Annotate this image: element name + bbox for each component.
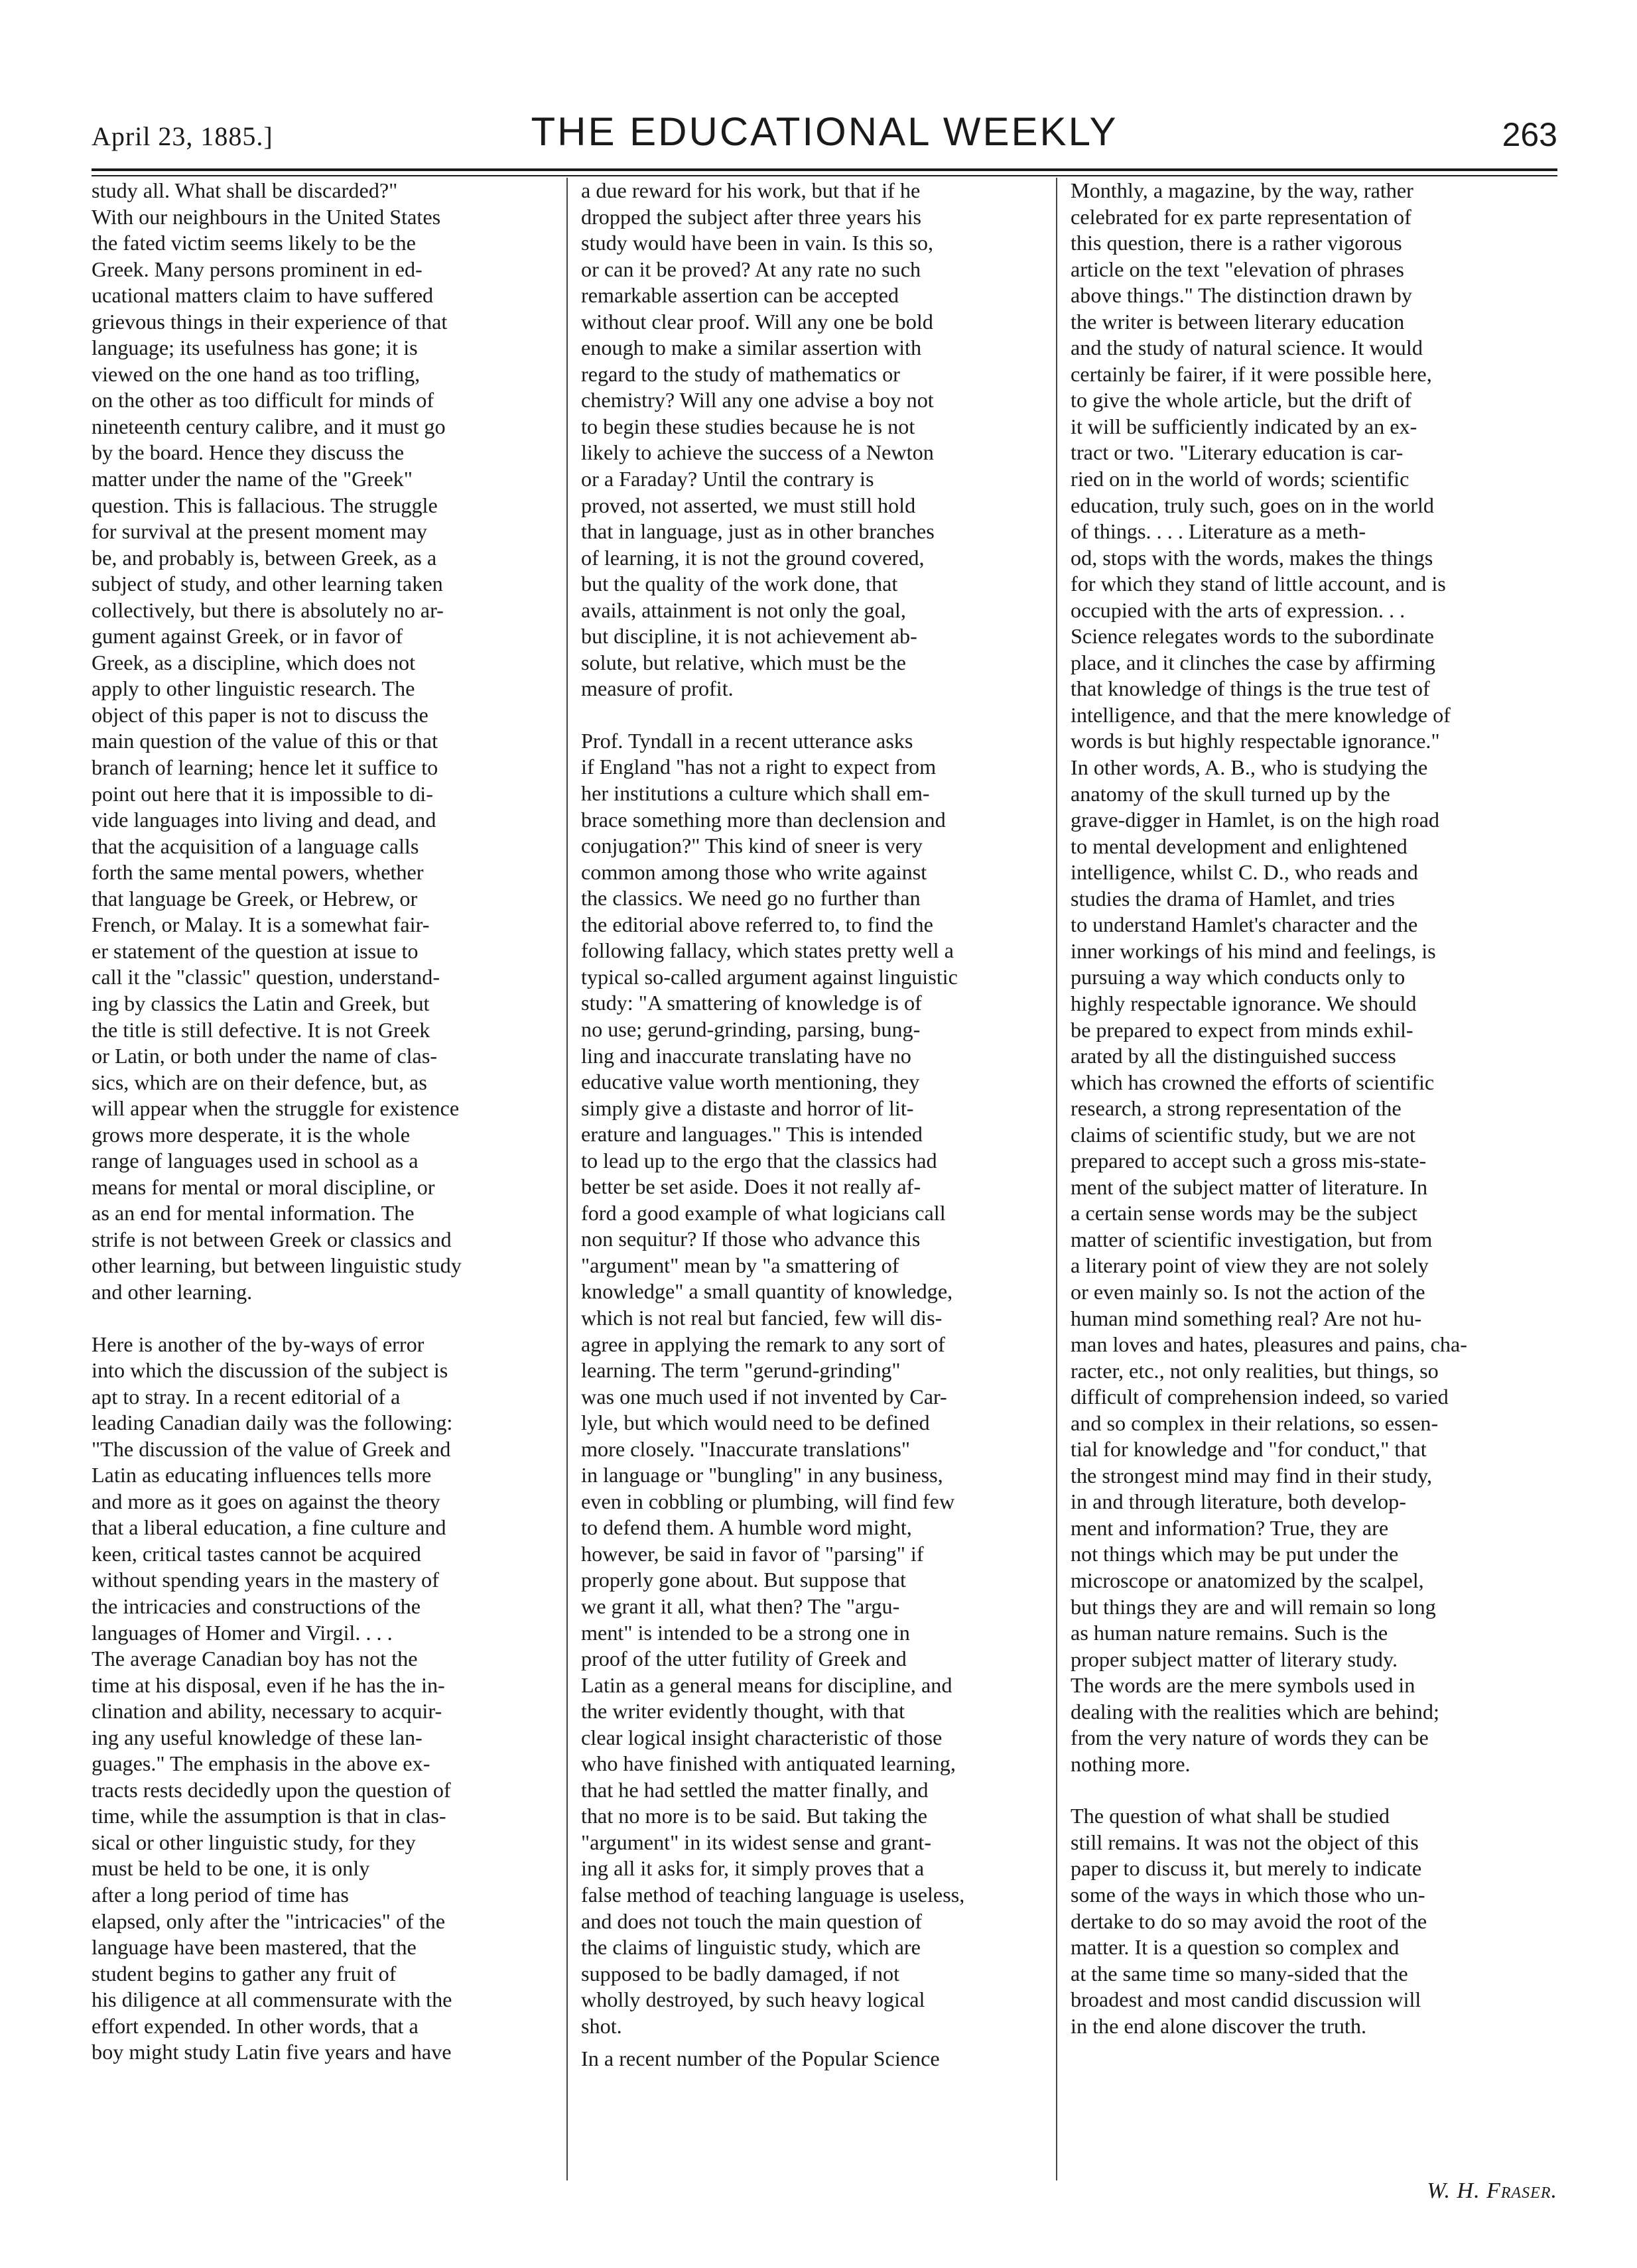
text-line: proof of the utter futility of Greek and: [581, 1647, 907, 1671]
header-rule-thick: [92, 168, 1557, 171]
text-line: to begin these studies because he is not: [581, 414, 915, 438]
text-line: languages of Homer and Virgil. . . .: [92, 1620, 393, 1645]
paragraph-gap: [1071, 1777, 1532, 1803]
page-number: 263: [1502, 116, 1557, 153]
page-header: [92, 106, 1557, 159]
text-line: guages." The emphasis in the above ex-: [92, 1751, 430, 1776]
text-line: to give the whole article, but the drift of: [1071, 388, 1411, 412]
text-line: grave-digger in Hamlet, is on the high road: [1071, 808, 1439, 832]
text-line: the strongest mind may find in their study,: [1071, 1463, 1433, 1487]
text-line: ford a good example of what logicians call: [581, 1200, 946, 1225]
text-line: and other learning.: [92, 1279, 253, 1304]
text-line: still remains. It was not the object of this: [1071, 1830, 1419, 1854]
text-line: knowledge" a small quantity of knowledge,: [581, 1279, 953, 1304]
text-line: simply give a distaste and horror of lit-: [581, 1096, 914, 1120]
text-line: celebrated for ex parte representation of: [1071, 204, 1411, 229]
text-line: even in cobbling or plumbing, will find few: [581, 1489, 955, 1513]
text-line: if England "has not a right to expect from: [581, 755, 937, 779]
text-line: must be held to be one, it is only: [92, 1856, 370, 1881]
text-line: matter under the name of the "Greek": [92, 467, 413, 491]
text-line: French, or Malay. It is a somewhat fair-: [92, 913, 430, 937]
text-line: "argument" in its widest sense and grant-: [581, 1830, 932, 1854]
text-line: range of languages used in school as a: [92, 1149, 419, 1173]
text-line: in the end alone discover the truth.: [1071, 2013, 1367, 2038]
text-line: after a long period of time has: [92, 1883, 349, 1907]
text-line: however, be said in favor of "parsing" if: [581, 1541, 924, 1566]
text-line: words is but highly respectable ignorance.": [1071, 729, 1440, 753]
text-line: gument against Greek, or in favor of: [92, 624, 403, 649]
text-line: following fallacy, which states pretty well a: [581, 938, 954, 963]
text-line: tracts rests decidedly upon the question of: [92, 1777, 451, 1802]
text-line: viewed on the one hand as too trifling,: [92, 361, 421, 386]
text-line: and the study of natural science. It would: [1071, 336, 1423, 360]
text-line: and so complex in their relations, so essen-: [1071, 1411, 1439, 1435]
text-line: properly gone about. But suppose that: [581, 1568, 906, 1592]
text-line: which has crowned the efforts of scientific: [1071, 1070, 1435, 1094]
text-line: proper subject matter of literary study.: [1071, 1647, 1398, 1671]
text-line: into which the discussion of the subject is: [92, 1358, 448, 1383]
text-line: forth the same mental powers, whether: [92, 860, 424, 885]
paragraph: [581, 728, 1043, 2039]
text-line: article on the text "elevation of phrases: [1071, 257, 1404, 281]
text-line: Science relegates words to the subordinate: [1071, 624, 1434, 649]
text-line: a literary point of view they are not solely: [1071, 1253, 1429, 1278]
text-line: for which they stand of little account, and is: [1071, 572, 1446, 596]
text-line: better be set aside. Does it not really af-: [581, 1174, 921, 1199]
text-line: solute, but relative, which must be the: [581, 650, 906, 674]
text-line: that in language, just as in other branches: [581, 519, 935, 544]
text-line: difficult of comprehension indeed, so varied: [1071, 1385, 1449, 1409]
text-line: nothing more.: [1071, 1751, 1191, 1776]
text-line: in language or "bungling" in any business,: [581, 1463, 943, 1487]
text-line: highly respectable ignorance. We should: [1071, 991, 1417, 1015]
text-line: as an end for mental information. The: [92, 1201, 415, 1226]
text-line: ing any useful knowledge of these lan-: [92, 1725, 423, 1749]
text-line: it will be sufficiently indicated by an ex-: [1071, 414, 1417, 438]
text-line: from the very nature of words they can be: [1071, 1726, 1429, 1750]
text-line: subject of study, and other learning taken: [92, 572, 443, 596]
text-line: agree in applying the remark to any sort of: [581, 1332, 945, 1356]
text-line: arated by all the distinguished success: [1071, 1044, 1396, 1068]
text-line: and does not touch the main question of: [581, 1909, 923, 1933]
text-line: matter. It is a question so complex and: [1071, 1935, 1400, 1960]
text-line: broadest and most candid discussion will: [1071, 1987, 1421, 2012]
text-line: conjugation?" This kind of sneer is very: [581, 834, 923, 858]
text-line: his diligence at all commensurate with the: [92, 1987, 452, 2012]
text-line: the fated victim seems likely to be the: [92, 231, 416, 255]
text-line: grows more desperate, it is the whole: [92, 1122, 410, 1147]
text-line: that language be Greek, or Hebrew, or: [92, 886, 418, 911]
text-line: ment" is intended to be a strong one in: [581, 1620, 910, 1645]
text-line: certainly be fairer, if it were possible here,: [1071, 361, 1432, 386]
paragraph: [1071, 178, 1532, 1777]
text-line: that he had settled the matter finally, and: [581, 1777, 929, 1802]
text-line: her institutions a culture which shall em-: [581, 781, 930, 806]
text-line: or a Faraday? Until the contrary is: [581, 467, 874, 491]
text-line: measure of profit.: [581, 676, 734, 701]
text-line: sical or other linguistic study, for they: [92, 1830, 416, 1854]
text-line: without clear proof. Will any one be bold: [581, 309, 933, 334]
text-line: leading Canadian daily was the following:: [92, 1411, 453, 1435]
text-line: dertake to do so may avoid the root of the: [1071, 1909, 1427, 1933]
text-line: no use; gerund-grinding, parsing, bung-: [581, 1017, 921, 1041]
text-line: that a liberal education, a fine culture and: [92, 1515, 446, 1540]
text-column-2: [581, 178, 1043, 2072]
column-divider: [1056, 178, 1057, 2180]
paragraph: [1071, 1803, 1532, 2039]
text-line: ment of the subject matter of literature. In: [1071, 1174, 1428, 1199]
text-line: the title is still defective. It is not Greek: [92, 1017, 430, 1042]
text-line: student begins to gather any fruit of: [92, 1961, 397, 1985]
text-line: boy might study Latin five years and have: [92, 2040, 452, 2064]
text-line: will appear when the struggle for existence: [92, 1096, 460, 1121]
text-line: on the other as too difficult for minds of: [92, 388, 434, 412]
text-line: to lead up to the ergo that the classics had: [581, 1148, 937, 1172]
text-line: remarkable assertion can be accepted: [581, 283, 899, 308]
column-divider: [566, 178, 568, 2180]
issue-date: April 23, 1885.]: [92, 121, 273, 151]
text-line: typical so-called argument against linguistic: [581, 964, 958, 989]
text-line: but things they are and will remain so long: [1071, 1594, 1436, 1619]
publication-title: THE EDUCATIONAL WEEKLY: [531, 109, 1118, 154]
text-line: ucational matters claim to have suffered: [92, 283, 434, 308]
text-line: who have finished with antiquated learning,: [581, 1751, 956, 1776]
text-line: "argument" mean by "a smattering of: [581, 1253, 899, 1277]
text-line: as human nature remains. Such is the: [1071, 1621, 1388, 1645]
text-line: place, and it clinches the case by affirming: [1071, 650, 1435, 674]
text-line: claims of scientific study, but we are not: [1071, 1122, 1415, 1147]
paragraph-gap: [581, 702, 1043, 728]
text-line: Here is another of the by-ways of error: [92, 1332, 425, 1356]
paragraph-gap: [581, 2039, 1043, 2046]
text-line: study would have been in vain. Is this so,: [581, 231, 934, 255]
text-line: tract or two. "Literary education is car-: [1071, 440, 1404, 465]
text-line: ling and inaccurate translating have no: [581, 1043, 911, 1068]
text-line: shot.: [581, 2013, 622, 2038]
text-line: studies the drama of Hamlet, and tries: [1071, 886, 1395, 911]
text-line: keen, critical tastes cannot be acquired: [92, 1541, 421, 1566]
text-line: inner workings of his mind and feelings, is: [1071, 938, 1436, 963]
text-line: intelligence, whilst C. D., who reads and: [1071, 860, 1418, 885]
text-line: anatomy of the skull turned up by the: [1071, 781, 1390, 806]
text-line: The average Canadian boy has not the: [92, 1647, 418, 1671]
text-line: some of the ways in which those who un-: [1071, 1883, 1425, 1907]
text-line: prepared to accept such a gross mis-state-: [1071, 1149, 1427, 1173]
text-line: ment and information? True, they are: [1071, 1515, 1389, 1540]
text-line: for survival at the present moment may: [92, 519, 427, 544]
text-line: time at his disposal, even if he has the in-: [92, 1672, 445, 1697]
text-line: od, stops with the words, makes the things: [1071, 545, 1433, 570]
text-line: matter of scientific investigation, but from: [1071, 1227, 1433, 1251]
text-line: branch of learning; hence let it suffice to: [92, 755, 438, 780]
text-line: proved, not asserted, we must still hold: [581, 493, 916, 517]
text-line: racter, etc., not only realities, but things, so: [1071, 1358, 1439, 1383]
text-line: Latin as a general means for discipline, and: [581, 1672, 952, 1697]
text-line: the intricacies and constructions of the: [92, 1594, 421, 1618]
text-line: erature and languages." This is intended: [581, 1122, 923, 1147]
text-line: false method of teaching language is useless,: [581, 1883, 965, 1907]
text-line: man loves and hates, pleasures and pains, cha-: [1071, 1332, 1467, 1357]
text-line: education, truly such, goes on in the world: [1071, 493, 1434, 517]
text-line: The words are the mere symbols used in: [1071, 1673, 1415, 1698]
text-line: to mental development and enlightened: [1071, 834, 1408, 858]
text-line: strife is not between Greek or classics and: [92, 1227, 452, 1251]
text-line: or can it be proved? At any rate no such: [581, 257, 921, 281]
text-column-3: [1071, 178, 1532, 2039]
text-line: learning. The term "gerund-grinding": [581, 1358, 901, 1383]
text-line: but discipline, it is not achievement ab-: [581, 624, 917, 649]
text-line: means for mental or moral discipline, or: [92, 1174, 435, 1199]
text-line: but the quality of the work done, that: [581, 572, 898, 596]
text-line: educative value worth mentioning, they: [581, 1070, 920, 1094]
text-line: of things. . . . Literature as a meth-: [1071, 519, 1366, 544]
text-line: Latin as educating influences tells more: [92, 1463, 432, 1487]
text-line: elapsed, only after the "intricacies" of the: [92, 1909, 446, 1933]
text-line: tial for knowledge and "for conduct," that: [1071, 1437, 1427, 1462]
text-line: dropped the subject after three years his: [581, 204, 922, 229]
text-line: or Latin, or both under the name of clas-: [92, 1044, 438, 1068]
text-line: a due reward for his work, but that if he: [581, 178, 921, 202]
text-line: nineteenth century calibre, and it must go: [92, 414, 446, 438]
text-line: the writer is between literary education: [1071, 309, 1405, 334]
text-line: of learning, it is not the ground covered,: [581, 545, 925, 570]
text-line: which is not real but fancied, few will dis-: [581, 1305, 943, 1330]
text-line: grievous things in their experience of that: [92, 309, 448, 334]
text-line: paper to discuss it, but merely to indicate: [1071, 1856, 1422, 1881]
text-line: time, while the assumption is that in clas-: [92, 1804, 446, 1828]
text-line: sics, which are on their defence, but, as: [92, 1070, 427, 1094]
text-line: likely to achieve the success of a Newton: [581, 440, 934, 465]
text-line: effort expended. In other words, that a: [92, 2013, 419, 2038]
text-line: research, a strong representation of the: [1071, 1096, 1402, 1121]
text-line: above things." The distinction drawn by: [1071, 283, 1412, 308]
text-line: ing by classics the Latin and Greek, but: [92, 991, 430, 1015]
text-line: common among those who write against: [581, 859, 927, 884]
paragraph: [92, 178, 553, 1306]
header-rule-thin: [92, 175, 1557, 176]
text-line: microscope or anatomized by the scalpel,: [1071, 1568, 1424, 1592]
text-line: Greek. Many persons prominent in ed-: [92, 257, 423, 281]
paragraph: [92, 1332, 553, 2066]
text-line: In other words, A. B., who is studying the: [1071, 755, 1428, 780]
text-line: that no more is to be said. But taking the: [581, 1804, 928, 1828]
text-line: ing all it asks for, it simply proves that a: [581, 1856, 925, 1881]
text-line: object of this paper is not to discuss the: [92, 702, 428, 727]
text-line: study: "A smattering of knowledge is of: [581, 991, 922, 1015]
text-line: study all. What shall be discarded?": [92, 178, 398, 202]
text-line: main question of the value of this or that: [92, 729, 438, 753]
paragraph-gap: [92, 1306, 553, 1332]
text-line: at the same time so many-sided that the: [1071, 1961, 1408, 1985]
text-line: the classics. We need go no further than: [581, 886, 921, 911]
text-line: the claims of linguistic study, which are: [581, 1935, 921, 1960]
text-line: call it the "classic" question, understand-: [92, 965, 440, 989]
text-line: language have been mastered, that the: [92, 1935, 417, 1960]
text-line: in and through literature, both develop-: [1071, 1489, 1406, 1514]
text-line: be, and probably is, between Greek, as a: [92, 545, 437, 570]
text-line: the editorial above referred to, to find the: [581, 912, 933, 936]
text-line: vide languages into living and dead, and: [92, 808, 436, 832]
text-line: was one much used if not invented by Car-: [581, 1384, 947, 1409]
text-line: regard to the study of mathematics or: [581, 361, 900, 386]
text-line: er statement of the question at issue to: [92, 938, 419, 963]
text-line: Monthly, a magazine, by the way, rather: [1071, 178, 1413, 202]
text-line: the writer evidently thought, with that: [581, 1699, 905, 1724]
text-line: dealing with the realities which are behind;: [1071, 1699, 1439, 1724]
text-line: we grant it all, what then? The "argu-: [581, 1594, 900, 1618]
text-line: a certain sense words may be the subject: [1071, 1201, 1417, 1226]
text-line: clination and ability, necessary to acquir-: [92, 1699, 442, 1724]
text-column-1: [92, 178, 553, 2066]
text-line: to defend them. A humble word might,: [581, 1515, 912, 1540]
text-line: question. This is fallacious. The struggle: [92, 493, 438, 517]
text-line: without spending years in the mastery of: [92, 1568, 439, 1592]
text-line: ried on in the world of words; scientific: [1071, 467, 1409, 491]
text-line: With our neighbours in the United States: [92, 204, 441, 229]
text-line: this question, there is a rather vigorous: [1071, 231, 1402, 255]
text-line: lyle, but which would need to be defined: [581, 1411, 930, 1435]
text-line: human mind something real? Are not hu-: [1071, 1306, 1422, 1330]
text-line: other learning, but between linguistic study: [92, 1253, 462, 1278]
text-line: point out here that it is impossible to di-: [92, 781, 433, 806]
text-line: brace something more than declension and: [581, 807, 946, 832]
text-line: clear logical insight characteristic of those: [581, 1725, 943, 1749]
text-line: wholly destroyed, by such heavy logical: [581, 1987, 925, 2012]
text-line: collectively, but there is absolutely no ar-: [92, 598, 444, 622]
text-line: In a recent number of the Popular Science: [581, 2047, 940, 2071]
text-line: non sequitur? If those who advance this: [581, 1227, 921, 1251]
text-line: by the board. Hence they discuss the: [92, 440, 405, 465]
text-line: Prof. Tyndall in a recent utterance asks: [581, 728, 913, 753]
text-line: enough to make a similar assertion with: [581, 336, 922, 360]
paragraph: [581, 2046, 1043, 2072]
text-line: that the acquisition of a language calls: [92, 834, 419, 858]
text-line: be prepared to expect from minds exhil-: [1071, 1017, 1413, 1042]
text-line: apt to stray. In a recent editorial of a: [92, 1384, 401, 1409]
text-line: The question of what shall be studied: [1071, 1804, 1390, 1828]
text-line: or even mainly so. Is not the action of the: [1071, 1279, 1425, 1304]
text-line: intelligence, and that the mere knowledge of: [1071, 702, 1451, 727]
paragraph: [581, 178, 1043, 702]
text-line: Greek, as a discipline, which does not: [92, 650, 416, 674]
text-line: apply to other linguistic research. The: [92, 676, 415, 701]
author-signature: W. H. Fraser.: [1427, 2178, 1557, 2203]
text-line: supposed to be badly damaged, if not: [581, 1961, 900, 1985]
text-line: occupied with the arts of expression. . .: [1071, 598, 1406, 622]
text-line: avails, attainment is not only the goal,: [581, 598, 906, 622]
text-line: language; its usefulness has gone; it is: [92, 336, 418, 360]
text-line: not things which may be put under the: [1071, 1542, 1399, 1566]
text-line: chemistry? Will any one advise a boy not: [581, 388, 934, 412]
text-line: and more as it goes on against the theory: [92, 1489, 440, 1513]
text-line: pursuing a way which conducts only to: [1071, 965, 1406, 989]
text-line: "The discussion of the value of Greek and: [92, 1436, 451, 1461]
text-line: to understand Hamlet's character and the: [1071, 913, 1418, 937]
text-line: more closely. "Inaccurate translations": [581, 1436, 911, 1461]
text-line: that knowledge of things is the true test of: [1071, 676, 1430, 701]
